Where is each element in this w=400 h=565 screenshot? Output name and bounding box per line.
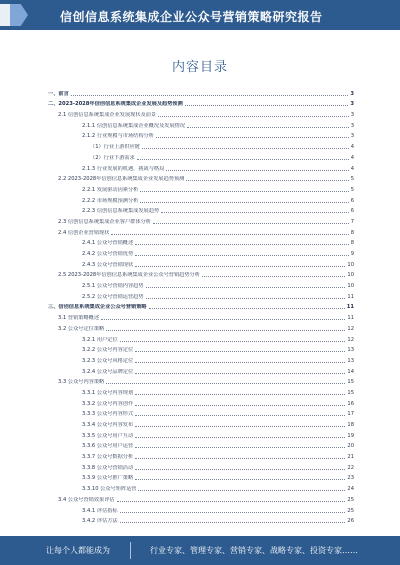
header-arrow-icon-2 [10,4,28,26]
footer-tagline: 行业专家、管理专家、营销专家、战略专家、投资专家…… [150,546,358,555]
toc-entry[interactable] [48,428,354,439]
toc-heading: 内容目录 [171,60,228,75]
toc-leader-dots [135,405,345,406]
toc-entry-text: 3.2.2 公众号内容定位 [82,347,134,354]
toc-leader-dots [140,191,348,192]
toc-entry[interactable] [48,364,354,375]
toc-entry[interactable] [48,236,354,247]
toc-leader-dots [111,234,348,235]
toc-entry-text: 3.1 营销策略概述 [58,315,100,322]
toc-leader-dots [135,351,345,352]
toc-leader-dots [146,287,346,288]
toc-entry-text: 3.3.10 公众号矩阵运营 [82,486,137,493]
toc-entry-page: 3 [350,133,354,140]
toc-entry-text: 3.3.5 公众号用户互动 [82,432,134,439]
toc-leader-dots [158,116,349,117]
toc-entry-page: 9 [350,251,354,257]
toc-leader-dots [202,276,345,277]
toc-entry[interactable] [48,129,354,140]
toc-entry[interactable] [48,417,354,428]
toc-entry[interactable] [48,492,354,503]
table-of-contents [48,86,354,524]
toc-leader-dots [135,415,345,416]
toc-entry-text: 2.1 信创信息系统集成企业发展现状及前景 [58,112,157,119]
toc-leader-dots [149,308,345,309]
toc-entry-page: 25 [347,507,354,514]
toc-entry-text: 3.3.2 公众号内容创作 [82,400,134,407]
toc-entry-text: 3.3.7 公众号数据分析 [82,454,134,461]
toc-leader-dots [135,373,345,374]
toc-entry-page: 25 [347,496,354,503]
toc-entry[interactable] [48,246,354,257]
toc-entry[interactable] [48,503,354,514]
toc-leader-dots [153,223,349,224]
toc-entry-text: 2.2.2 市场规模预测分析 [82,197,139,204]
toc-entry-text: 3.3.1 公众号内容规划 [82,389,134,396]
toc-entry-page: 5 [350,186,354,193]
toc-entry[interactable] [48,471,354,482]
toc-entry-page: 17 [347,411,354,418]
toc-entry[interactable] [48,289,354,300]
toc-leader-dots [156,137,349,138]
toc-entry-text: 2.1.3 行业发展的机遇、挑战与格局 [82,165,165,172]
toc-entry-page: 3 [350,112,354,119]
toc-leader-dots [135,244,349,245]
toc-entry[interactable] [48,481,354,492]
toc-leader-dots [135,255,349,256]
toc-entry-page: 5 [350,176,354,183]
toc-entry-text: 2.4.3 公众号营销现状 [82,261,134,268]
toc-entry-page: 4 [350,154,354,161]
toc-entry-text: 3.3.8 公众号营销活动 [82,464,134,471]
toc-entry[interactable] [48,193,354,204]
toc-entry[interactable] [48,172,354,183]
toc-entry-page: 16 [347,400,354,407]
toc-leader-dots [137,159,349,160]
toc-entry-page: 23 [347,475,354,482]
toc-entry[interactable] [48,300,354,311]
toc-leader-dots [135,437,345,438]
toc-entry-text: 2.4.2 公众号营销优势 [82,251,134,257]
toc-entry[interactable] [48,460,354,471]
toc-entry[interactable] [48,375,354,386]
toc-entry-page: 19 [347,432,354,439]
toc-entry[interactable] [48,86,354,97]
toc-leader-dots [138,490,345,491]
toc-leader-dots [120,522,346,523]
toc-entry[interactable] [48,343,354,354]
toc-entry[interactable] [48,321,354,332]
toc-leader-dots [186,180,348,181]
toc-entry[interactable] [48,118,354,129]
toc-entry[interactable] [48,439,354,450]
toc-entry-page: 10 [347,272,354,279]
toc-entry-page: 12 [347,325,354,332]
toc-leader-dots [135,447,345,448]
toc-entry-text: 2.2 2023-2028年信创信息系统集成企业发展趋势预测 [58,176,185,183]
toc-entry-page: 21 [347,454,354,461]
toc-entry[interactable] [48,385,354,396]
toc-entry-text: 2.4.1 公众号营销概述 [82,240,134,247]
toc-entry-page: 12 [347,336,354,343]
toc-leader-dots [120,512,346,513]
toc-entry-page: 4 [350,165,354,172]
toc-entry-text: 三、信创信息系统集成企业公众号营销策略 [48,304,147,311]
toc-leader-dots [106,330,345,331]
toc-entry-text: 2.5.1 公众号营销内容趋势 [82,283,144,290]
toc-leader-dots [166,170,348,171]
toc-leader-dots [185,105,349,106]
toc-entry-page: 10 [347,261,354,268]
toc-entry-text: 3.4.1 评估指标 [82,507,118,514]
toc-leader-dots [146,298,346,299]
toc-entry-text: 2.1.1 信创信息系统集成企业概况及发展情况 [82,122,186,129]
toc-entry-page: 14 [347,368,354,375]
toc-leader-dots [71,95,349,96]
toc-entry-page: 11 [347,293,354,300]
toc-entry-text: 二、2023-2028年信创信息系统集成企业发展及趋势预测 [48,101,183,108]
toc-entry-text: 3.3.6 公众号用户运营 [82,443,134,450]
toc-entry-text: 3.3.9 公众号推广策略 [82,475,134,482]
toc-entry-text: 2.5.2 公众号营销运营趋势 [82,293,144,300]
toc-leader-dots [135,469,345,470]
toc-entry-page: 6 [350,208,354,215]
toc-leader-dots [101,319,345,320]
toc-entry[interactable] [48,268,354,279]
toc-entry-text: 3.3.3 公众号内容形式 [82,411,134,418]
toc-entry-text: （1）行业上游供应链 [90,144,140,151]
toc-entry-page: 6 [350,197,354,204]
toc-leader-dots [117,501,346,502]
toc-entry-text: 3.2 公众号定位策略 [58,325,105,332]
toc-entry-text: 2.2.1 发展驱动因素分析 [82,186,139,193]
toc-entry-page: 8 [350,229,354,236]
toc-entry[interactable] [48,449,354,460]
toc-entry-page: 3 [350,90,354,97]
toc-leader-dots [187,127,349,128]
toc-entry-page: 7 [350,218,354,225]
toc-entry[interactable] [48,204,354,215]
toc-leader-dots [142,148,349,149]
toc-entry-text: 3.4.2 评估方法 [82,518,118,525]
toc-leader-dots [135,426,345,427]
toc-leader-dots [140,202,348,203]
toc-entry-page: 3 [350,101,354,108]
toc-entry-page: 15 [347,379,354,386]
toc-entry-text: 2.3 信创信息系统集成企业客户群体分析 [58,218,151,225]
toc-entry[interactable] [48,396,354,407]
toc-entry-text: 3.3.4 公众号内容发布 [82,422,134,428]
toc-leader-dots [161,212,349,213]
toc-entry[interactable] [48,97,354,108]
toc-entry[interactable] [48,182,354,193]
toc-entry[interactable] [48,332,354,343]
toc-leader-dots [135,394,345,395]
footer-slogan: 让每个人都能成为 [46,546,110,555]
toc-entry[interactable] [48,278,354,289]
toc-entry[interactable] [48,257,354,268]
toc-entry-text: 2.5 2023-2028年信创信息系统集成企业公众号营销趋势分析 [58,272,200,279]
page-footer [0,536,400,565]
toc-leader-dots [135,362,345,363]
toc-entry-text: 3.2.1 用户定位 [82,336,118,343]
toc-entry-page: 10 [347,283,354,290]
toc-entry-text: 3.2.3 公众号风格定位 [82,357,134,364]
toc-leader-dots [106,383,345,384]
toc-entry-text: 3.2.4 公众号品牌定位 [82,368,134,375]
toc-entry-page: 3 [350,122,354,129]
toc-entry[interactable] [48,225,354,236]
toc-entry[interactable] [48,107,354,118]
toc-entry-page: 20 [347,443,354,450]
toc-leader-dots [135,266,345,267]
toc-leader-dots [135,458,345,459]
toc-entry-page: 13 [347,347,354,354]
toc-entry[interactable] [48,310,354,321]
toc-leader-dots [135,479,345,480]
toc-entry-text: 2.1.2 行业规模与市场结构分析 [82,133,154,140]
toc-entry-text: （2）行业下游需求 [90,154,135,161]
report-title: 信创信息系统集成企业公众号营销策略研究报告 [60,10,323,24]
toc-entry[interactable] [48,214,354,225]
toc-entry[interactable] [48,514,354,525]
footer-divider [130,542,131,559]
toc-entry-page: 4 [350,144,354,151]
toc-entry[interactable] [48,407,354,418]
toc-entry-page: 26 [347,518,354,525]
toc-entry-text: 2.4 信创企业营销现状 [58,229,110,236]
toc-entry-page: 22 [347,464,354,471]
toc-entry-page: 11 [347,315,354,322]
toc-entry-page: 18 [347,422,354,428]
toc-entry[interactable] [48,161,354,172]
toc-leader-dots [120,341,346,342]
toc-entry[interactable] [48,150,354,161]
toc-entry-text: 3.4 公众号营销效果评估 [58,496,115,503]
toc-entry[interactable] [48,139,354,150]
toc-entry-page: 8 [350,240,354,247]
toc-entry-page: 15 [347,389,354,396]
toc-entry-page: 24 [347,486,354,493]
toc-entry-text: 3.3 公众号内容策略 [58,379,105,386]
toc-entry-text: 2.2.3 信创信息系统集成发展趋势 [82,208,160,215]
toc-entry-page: 13 [347,357,354,364]
toc-entry-page: 11 [346,304,354,311]
toc-entry[interactable] [48,353,354,364]
toc-entry-text: 一、前言 [48,90,69,97]
page-header [0,0,400,30]
